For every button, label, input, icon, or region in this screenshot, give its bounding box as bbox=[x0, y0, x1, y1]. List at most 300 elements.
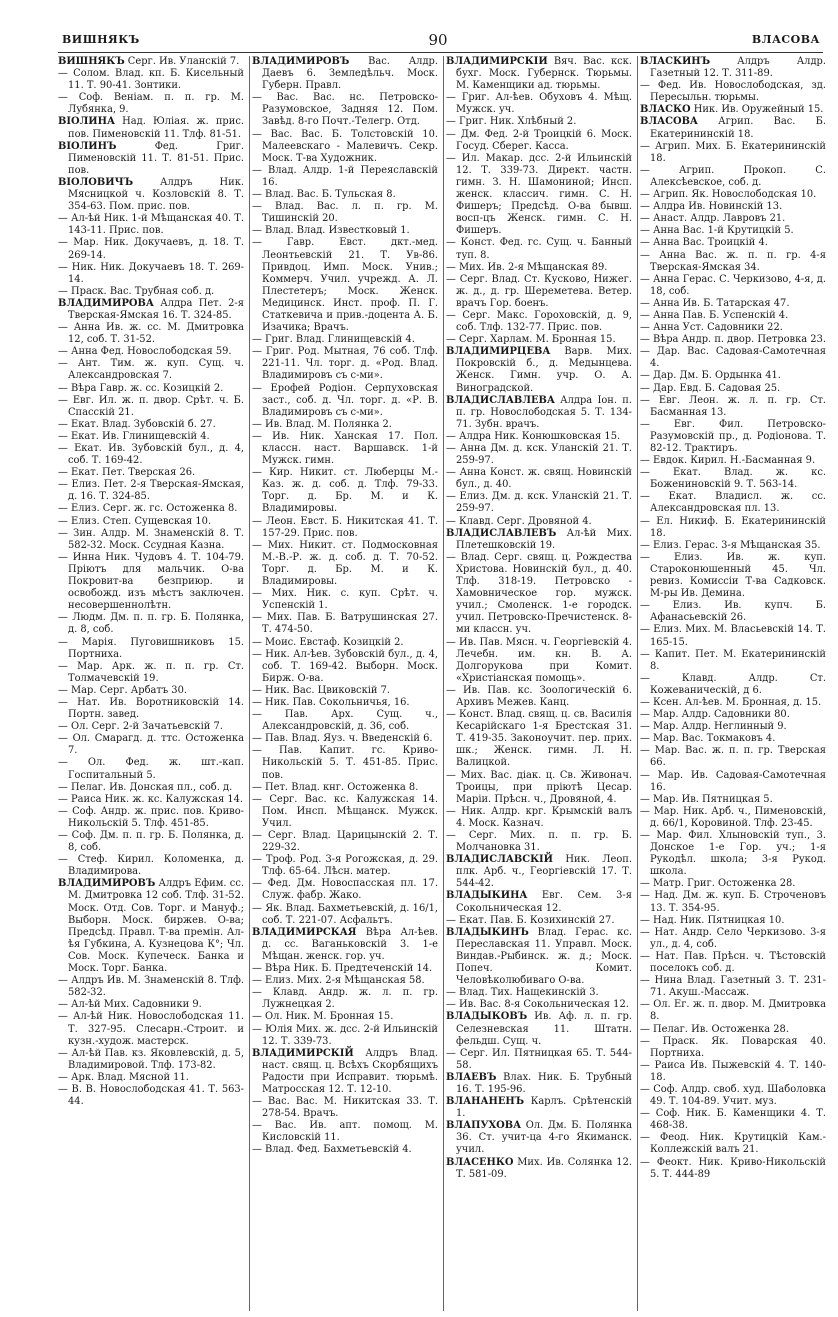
directory-columns bbox=[58, 56, 828, 1311]
entry-text: — Серг. Мих. п. п. гр. Б. Молчановка 31. bbox=[446, 830, 632, 854]
entry-text: — Мар. Серг. Арбатъ 30. bbox=[58, 684, 188, 696]
directory-entry bbox=[252, 903, 438, 927]
directory-entry bbox=[640, 1024, 826, 1036]
directory-entry bbox=[446, 770, 632, 806]
directory-entry bbox=[58, 612, 244, 636]
entry-text: — Мих. Вас. діак. ц. Св. Живонач. Троицы, при пріютѣ Цесар. Маріи. Прѣсн. ч., Дровяной, 4. bbox=[446, 769, 632, 805]
directory-entry bbox=[58, 1072, 244, 1084]
entry-text: — Людм. Дм. п. п. гр. Б. Полянка, д. 8, соб. bbox=[58, 612, 244, 636]
directory-entry bbox=[58, 757, 244, 781]
entry-text: — Леон. Евст. Б. Никитская 41. Т. 157-29. Прис. пов. bbox=[252, 515, 438, 539]
entry-text: — Серг. Ил. Пятницкая 65. Т. 544-58. bbox=[446, 1047, 632, 1071]
directory-entry bbox=[252, 165, 438, 189]
entry-text: — Анна Конст. ж. свящ. Новинскій бул., д. 40. bbox=[446, 467, 632, 491]
entry-text: — Алдръ Ив. М. Знаменскій 8. Тлф. 582-32. bbox=[58, 975, 244, 999]
entry-text: — Григ. Ал-ѣев. Обуховъ 4. Мѣщ. Мужск. уч. bbox=[446, 92, 632, 116]
directory-entry bbox=[640, 770, 826, 794]
entry-text: — Мих. Ив. 2-я Мѣщанская 89. bbox=[446, 261, 608, 273]
directory-entry bbox=[58, 213, 244, 237]
directory-entry bbox=[58, 854, 244, 878]
directory-entry bbox=[58, 383, 244, 395]
entry-text: — Екат. Влад. Зубовскій б. 27. bbox=[58, 418, 216, 430]
directory-entry bbox=[252, 782, 438, 794]
directory-entry bbox=[446, 129, 632, 153]
entry-text: Влах. Ник. Б. Трубный 16. Т. 195-96. bbox=[456, 1071, 632, 1095]
directory-entry bbox=[252, 685, 438, 697]
directory-entry bbox=[252, 1144, 438, 1156]
entry-text: — Агрип. Прокоп. С. Алексѣевское, соб. д. bbox=[640, 164, 826, 188]
directory-entry bbox=[640, 201, 826, 213]
directory-entry bbox=[58, 467, 244, 479]
directory-entry bbox=[252, 1096, 438, 1120]
entry-text: — Матр. Григ. Остоженка 28. bbox=[640, 878, 796, 890]
entry-text: — Дм. Фед. 2-й Троицкій 6. Моск. Госуд. Сберег. Касса. bbox=[446, 128, 632, 152]
entry-text: — Солом. Влад. кп. Б. Кисельный 11. Т. 90-41. Зонтики. bbox=[58, 68, 244, 92]
directory-entry bbox=[252, 189, 438, 201]
directory-entry bbox=[58, 733, 244, 757]
directory-entry bbox=[446, 927, 632, 987]
directory-entry bbox=[640, 1036, 826, 1060]
directory-entry bbox=[252, 649, 438, 685]
directory-entry bbox=[252, 1120, 438, 1144]
entry-text: — Анна Фед. Новослободская 59. bbox=[58, 346, 232, 358]
entry-text: — Ол. Фед. ж. шт.-кап. Госпитальный 5. bbox=[58, 757, 244, 781]
directory-entry bbox=[640, 516, 826, 540]
entry-text: — Праск. Як. Поварская 40. Портниха. bbox=[640, 1035, 826, 1059]
directory-entry bbox=[58, 286, 244, 298]
entry-text: — Мар. Алдр. Неглинный 9. bbox=[640, 721, 787, 733]
entry-text: — Вас. Ив. апт. помощ. М. Кисловскій 11. bbox=[252, 1120, 438, 1144]
entry-text: Ив. Аф. л. п. гр. Селезневская 11. Штатн. фельдш. Сущ. ч. bbox=[456, 1011, 632, 1047]
entry-text: — Нат. Ив. Воротниковскій 14. Портн. завед. bbox=[58, 696, 244, 721]
entry-text: — Ив. Влад. М. Полянка 2. bbox=[252, 418, 392, 430]
entry-text: Фед. Григ. Пименовскій 11. Т. 81-51. Прис. пов. bbox=[68, 140, 244, 176]
directory-entry bbox=[446, 1157, 632, 1181]
directory-entry bbox=[446, 1011, 632, 1047]
entry-surname: ВІОЛИНЪ bbox=[58, 140, 117, 152]
entry-text: — Нина Влад. Газетный 3. Т. 231-71. Акуш.-Массаж. bbox=[640, 975, 826, 999]
directory-entry bbox=[58, 177, 244, 213]
entry-surname: ВЛАДИСЛАВСКІЙ bbox=[446, 854, 554, 866]
entry-text: — Вѣра Ник. Б. Предтеченскій 14. bbox=[252, 963, 433, 975]
entry-surname: ВЛАСЕНКО bbox=[446, 1156, 514, 1168]
entry-text: — Инна Ник. Чудовъ 4. Т. 104-79. Пріютъ для мальчик. О-ва Покровит-ва безприюр. и освобожд. изъ мѣстъ заключен. несовершеннолѣтн. bbox=[58, 551, 244, 612]
entry-text: — Ант. Тим. ж. куп. Сущ. ч. Александровская 7. bbox=[58, 358, 244, 382]
entry-text: — Екат. Пав. Б. Козихинскій 27. bbox=[446, 914, 615, 926]
directory-entry bbox=[446, 346, 632, 394]
entry-surname: ВЛАДИМИРОВЪ bbox=[58, 878, 156, 890]
directory-entry bbox=[252, 419, 438, 431]
entry-surname: ВЛАНАНЕНЪ bbox=[446, 1096, 525, 1108]
entry-text: — Ол. Смарагд. д. ттс. Остоженка 7. bbox=[58, 733, 244, 757]
entry-text: — Вас. Вас. Б. Толстовскій 10. Малеевскаго - Малевичъ. Секр. Моск. Т-ва Художник. bbox=[252, 128, 438, 164]
directory-entry bbox=[446, 637, 632, 685]
entry-text: — Влад. Вас. Б. Тульская 8. bbox=[252, 189, 396, 201]
directory-entry bbox=[252, 612, 438, 636]
entry-text: — Раиса Ив. Пыжевскій 4. Т. 140-18. bbox=[640, 1059, 826, 1083]
entry-text: — Ел. Никиф. Б. Екатерининскій 18. bbox=[640, 515, 826, 539]
directory-entry bbox=[446, 854, 632, 890]
entry-surname: ВЛАДЫКОВЪ bbox=[446, 1011, 528, 1023]
entry-text: — Елиз. Ив. ж. куп. Староконюшенный 45. Чл. ревиз. Комиссіи Т-ва Садковск. М-ры Ив. Демина. bbox=[640, 551, 826, 600]
running-head-left: ВИШНЯКЪ bbox=[62, 33, 140, 46]
entry-text: — Ол. Ег. ж. п. двор. М. Дмитровка 8. bbox=[640, 999, 826, 1023]
directory-entry bbox=[640, 213, 826, 225]
directory-entry bbox=[640, 322, 826, 334]
directory-entry bbox=[58, 262, 244, 286]
entry-text: — Мих. Пав. Б. Ватрушинская 27. Т. 474-50. bbox=[252, 612, 438, 636]
entry-text: — Соф. Веніам. п. п. гр. М. Лубянка, 9. bbox=[58, 92, 244, 116]
directory-entry bbox=[446, 528, 632, 552]
entry-text: — Дар. Вас. Садовая-Самотечная 4. bbox=[640, 346, 826, 370]
directory-entry bbox=[640, 189, 826, 201]
entry-text: — Дар. Дм. Б. Ордынка 41. bbox=[640, 370, 781, 382]
directory-entry bbox=[640, 1060, 826, 1084]
directory-entry bbox=[446, 491, 632, 515]
directory-entry bbox=[58, 141, 244, 177]
entry-text: — Як. Влад. Бахметьевскій, д. 16/1, соб. Т. 221-07. Асфальтъ. bbox=[252, 902, 438, 926]
directory-entry bbox=[640, 951, 826, 975]
directory-entry bbox=[640, 624, 826, 648]
directory-entry bbox=[446, 431, 632, 443]
entry-surname: ВЛАДИМИРСКАЯ bbox=[252, 926, 357, 938]
entry-text: Алдръ Ник. Мясницкой ч. Козловскій 8. Т. 354-63. Пом. прис. пов. bbox=[68, 176, 244, 213]
directory-entry bbox=[446, 806, 632, 830]
directory-entry bbox=[446, 116, 632, 128]
entry-text: — Екат. Владисл. ж. сс. Александровская пл. 13. bbox=[640, 491, 826, 515]
directory-entry bbox=[640, 80, 826, 104]
entry-text: — Влад. Фед. Бахметьевскій 4. bbox=[252, 1144, 412, 1156]
entry-text: — Евг. Леон. ж. л. п. гр. Ст. Басманная 13. bbox=[640, 394, 826, 418]
directory-entry bbox=[640, 975, 826, 999]
entry-text: — Ник. Ал-ѣев. Зубовскій бул., д. 4, соб. Т. 169-42. Выборн. Моск. Бирж. О-ва. bbox=[252, 648, 438, 684]
directory-entry bbox=[640, 540, 826, 552]
entry-text: — Конст. Влад. свящ. ц. св. Василія Кесарійскаго 1-я Брестская 31. Т. 419-35. Законоучит. пер. прих. шк.; Женск. гимн. Л. Н. Валицкой. bbox=[446, 709, 632, 769]
entry-text: — Григ. Ник. Хлѣбный 2. bbox=[446, 116, 577, 128]
directory-entry bbox=[446, 987, 632, 999]
entry-text: — В. В. Новослободская 41. Т. 563-44. bbox=[58, 1083, 244, 1108]
entry-text: — Григ. Влад. Глинищевскій 4. bbox=[252, 334, 415, 346]
entry-text: — Алдра Ив. Новинскій 13. bbox=[640, 201, 783, 213]
directory-entry bbox=[252, 237, 438, 334]
entry-text: Вас. Алдр. Даевъ 6. Земледѣльч. Моск. Губерн. Правл. bbox=[262, 56, 438, 92]
entry-text: — Вѣра Гавр. ж. сс. Козицкій 2. bbox=[58, 382, 224, 394]
directory-entry bbox=[640, 225, 826, 237]
directory-entry bbox=[446, 552, 632, 637]
entry-text: — Соф. Алдр. своб. худ. Шаболовка 49. Т. 104-89. Учит. муз. bbox=[640, 1083, 826, 1108]
entry-surname: ВЛАДЫКИНЪ bbox=[446, 926, 529, 938]
entry-text: — Влад. Тих. Нащекинскій 3. bbox=[446, 987, 599, 999]
directory-entry bbox=[640, 334, 826, 346]
directory-entry bbox=[252, 201, 438, 225]
directory-entry bbox=[640, 999, 826, 1023]
directory-entry bbox=[640, 552, 826, 600]
entry-text: — Агрип. Мих. Б. Екатерининскій 18. bbox=[640, 140, 826, 164]
directory-entry bbox=[252, 927, 438, 963]
entry-text: — Анна Пав. Б. Успенскій 4. bbox=[640, 309, 789, 321]
entry-text: Карлъ. Срѣтенскій 1. bbox=[456, 1096, 632, 1120]
directory-entry bbox=[640, 491, 826, 515]
directory-entry bbox=[446, 1072, 632, 1096]
entry-text: — Нат. Пав. Прѣсн. ч. Тѣстовскій поселокъ соб. д. bbox=[640, 950, 826, 975]
entry-surname: ВЛАЕВЪ bbox=[446, 1071, 497, 1083]
entry-text: — Соф. Дм. п. п. гр. Б. Полянка, д. 8, соб. bbox=[58, 830, 244, 854]
directory-entry bbox=[446, 153, 632, 238]
entry-surname: ВЛАДЫКИНА bbox=[446, 890, 528, 902]
entry-text: — Нат. Андр. Село Черкизово. 3-я ул., д. 4, соб. bbox=[640, 926, 826, 950]
directory-entry bbox=[58, 975, 244, 999]
directory-entry bbox=[640, 104, 826, 116]
entry-text: Ол. Дм. Б. Полянка 36. Ст. учит-ца 4-го Якиманск. учил. bbox=[456, 1120, 632, 1156]
entry-text: — Ник. Вас. Цвиковскій 7. bbox=[252, 684, 391, 696]
directory-entry bbox=[252, 1011, 438, 1023]
directory-entry bbox=[252, 467, 438, 515]
entry-text: — Фед. Дм. Новоспасская пл. 17. Служ. фабр. Жако. bbox=[252, 878, 438, 902]
directory-entry bbox=[252, 854, 438, 878]
directory-entry bbox=[252, 878, 438, 902]
directory-entry bbox=[640, 116, 826, 140]
directory-entry bbox=[446, 274, 632, 310]
directory-entry bbox=[58, 395, 244, 419]
entry-text: Влад. Герас. кс. Переславская 11. Управл. Моск. Виндав.-Рыбинск. ж. д.; Моск. Попеч. Комит. Человѣколюбиваго О-ва. bbox=[456, 926, 632, 987]
entry-text: — Пет. Влад. кнг. Остоженка 8. bbox=[252, 781, 419, 793]
entry-text: — Ол. Ник. М. Бронная 15. bbox=[252, 1011, 394, 1023]
column-4 bbox=[640, 56, 826, 1311]
entry-text: — Анна Уст. Садовники 22. bbox=[640, 322, 783, 334]
page-number: 90 bbox=[428, 31, 448, 49]
entry-text: — Ал-ѣй Ник. 1-й Мѣщанская 40. Т. 143-11. Прис. пов. bbox=[58, 213, 244, 237]
entry-text: Евг. Сем. 3-я Сокольническая 12. bbox=[456, 890, 632, 914]
directory-entry bbox=[252, 516, 438, 540]
directory-entry bbox=[252, 346, 438, 382]
entry-text: — Ив. Пав. Мясн. ч. Георгіевскій 4. Лечебн. им. кн. В. А. Долгорукова при Комит. «Христіанская помощь». bbox=[446, 636, 632, 684]
entry-text: — Ил. Макар. дсс. 2-й Ильинскій 12. Т. 339-73. Директ. частн. гимн. З. Н. Шамониной; Инсп. женск. классич. гимн. С. Н. Фишеръ; Предсѣд. О-ва бывш. восп-цъ Женск. гимн. С. Н. Фишеръ. bbox=[446, 152, 632, 237]
running-head-right: ВЛАСОВА bbox=[751, 33, 820, 46]
directory-entry bbox=[58, 552, 244, 612]
entry-surname: ВІОЛИНА bbox=[58, 116, 116, 128]
directory-entry bbox=[640, 346, 826, 370]
directory-entry bbox=[446, 395, 632, 431]
entry-text: — Капит. Пет. М. Екатерининскій 8. bbox=[640, 648, 826, 672]
directory-entry bbox=[446, 92, 632, 116]
entry-text: Вѣра Ал-ѣев. д. сс. Ваганьковскій 3. 1-е Мѣщан. женск. гор. уч. bbox=[262, 926, 438, 962]
directory-entry bbox=[58, 358, 244, 382]
entry-text: — Раиса Ник. ж. кс. Калужская 14. bbox=[58, 793, 244, 805]
entry-text: — Дар. Евд. Б. Садовая 25. bbox=[640, 382, 781, 394]
directory-entry bbox=[58, 1048, 244, 1072]
directory-entry bbox=[640, 1108, 826, 1132]
entry-text: — Ал-ѣй Пав. кз. Яковлевскій, д. 5, Владимировой. Тлф. 173-82. bbox=[58, 1047, 244, 1071]
entry-text: — Екат. Ив. Глинищевскій 4. bbox=[58, 430, 210, 442]
entry-text: — Анаст. Алдр. Лавровъ 21. bbox=[640, 213, 786, 225]
directory-entry bbox=[58, 999, 244, 1011]
entry-text: — Мих. Никит. ст. Подмосковная М.-В.-Р. ж. д. соб. д. Т. 70-52. Торг. д. Бр. М. и К. Владимировы. bbox=[252, 539, 438, 588]
directory-entry bbox=[252, 697, 438, 709]
directory-entry bbox=[58, 346, 244, 358]
directory-entry bbox=[446, 262, 632, 274]
directory-entry bbox=[58, 298, 244, 322]
directory-entry bbox=[58, 878, 244, 975]
directory-entry bbox=[58, 237, 244, 261]
entry-text: — Вѣра Андр. п. двор. Петровка 23. bbox=[640, 334, 826, 346]
entry-text: — Серг. Макс. Гороховскій, д. 9, соб. Тлф. 132-77. Прис. пов. bbox=[446, 309, 632, 334]
entry-surname: ВЛАДИМИРОВЪ bbox=[252, 56, 350, 67]
directory-entry bbox=[446, 56, 632, 92]
entry-text: — Ив. Вас. 8-я Сокольническая 12. bbox=[446, 999, 629, 1011]
entry-text: — Над. Дм. ж. куп. Б. Строченовъ 13. Т. 354-95. bbox=[640, 890, 826, 914]
entry-text: — Мар. Ник. Арб. ч., Пименовскій, д. 66/1, Коровиной. Тлф. 23-45. bbox=[640, 805, 826, 829]
directory-entry bbox=[252, 383, 438, 419]
directory-entry bbox=[252, 794, 438, 830]
entry-text: — Соф. Ник. Б. Каменщики 4. Т. 468-38. bbox=[640, 1108, 826, 1132]
entry-text: Мих. Ив. Солянка 12. Т. 581-09. bbox=[456, 1156, 632, 1180]
directory-entry bbox=[252, 56, 438, 92]
entry-text: — Пав. Капит. гс. Криво-Никольскій 5. Т. 451-85. Прис. пов. bbox=[252, 745, 438, 781]
directory-entry bbox=[252, 431, 438, 467]
entry-text: — Серг. Вас. кс. Калужская 14. Пом. Инсп. Мѣщанск. Мужск. Учил. bbox=[252, 793, 438, 829]
entry-text: — Ник. Ник. Докучаевъ 18. Т. 269-14. bbox=[58, 261, 244, 285]
directory-entry bbox=[640, 830, 826, 878]
directory-entry bbox=[58, 782, 244, 794]
entry-text: — Пелаг. Ив. Донская пл., соб. д. bbox=[58, 781, 233, 793]
entry-text: — Анна Герас. С. Черкизово, 4-я, д. 18, соб. bbox=[640, 273, 826, 297]
entry-text: — Евдок. Кирил. Н.-Басманная 9. bbox=[640, 455, 816, 467]
entry-text: — Мар. Ив. Садовая-Самотечная 16. bbox=[640, 769, 826, 793]
directory-entry bbox=[640, 806, 826, 830]
directory-entry bbox=[640, 419, 826, 455]
entry-text: — Елиз. Пет. 2-я Тверская-Ямская, д. 16. Т. 324-85. bbox=[58, 479, 244, 503]
directory-entry bbox=[446, 237, 632, 261]
directory-entry bbox=[640, 673, 826, 697]
entry-text: — Вас. Вас. нс. Петровско-Разумовское, Задняя 12. Пом. Завѣд. 8-го Почт.-Телегр. Отд. bbox=[252, 92, 438, 128]
directory-entry bbox=[58, 419, 244, 431]
entry-text: — Елиз. Мих. 2-я Мѣщанская 58. bbox=[252, 975, 425, 987]
directory-entry bbox=[58, 431, 244, 443]
directory-entry bbox=[446, 709, 632, 769]
directory-entry bbox=[252, 733, 438, 745]
entry-text: — Мар. Ив. Пятницкая 5. bbox=[640, 793, 773, 805]
entry-surname: ВЛАПУХОВА bbox=[446, 1120, 522, 1132]
directory-entry bbox=[58, 92, 244, 116]
directory-entry bbox=[640, 649, 826, 673]
directory-entry bbox=[58, 830, 244, 854]
directory-entry bbox=[640, 709, 826, 721]
directory-entry bbox=[58, 503, 244, 515]
directory-entry bbox=[58, 1011, 244, 1047]
column-2 bbox=[252, 56, 438, 1311]
directory-entry bbox=[640, 600, 826, 624]
entry-text: — Соф. Андр. ж. прис. пов. Криво-Никольскій 5. Тлф. 451-85. bbox=[58, 805, 244, 829]
directory-entry bbox=[252, 963, 438, 975]
header-rule bbox=[58, 52, 823, 53]
entry-text: — Серг. Влад. Царицынскій 2. Т. 229-32. bbox=[252, 830, 438, 854]
entry-text: — Праск. Вас. Трубная соб. д. bbox=[58, 285, 215, 297]
directory-entry bbox=[640, 745, 826, 769]
entry-text: — Ал-ѣй Ник. Новослободская 11. Т. 327-95. Слесарн.-Строит. и кузн.-худож. мастерск. bbox=[58, 1011, 244, 1047]
directory-entry bbox=[640, 383, 826, 395]
entry-text: — Анна Вас. ж. п. п. гр. 4-я Тверская-Ямская 34. bbox=[640, 249, 826, 273]
entry-text: — Троф. Род. 3-я Рогожская, д. 29. Тлф. 65-64. Лѣсн. матер. bbox=[252, 854, 438, 878]
entry-text: Алдръ Алдр. Газетный 12. Т. 311-89. bbox=[650, 56, 826, 80]
entry-text: — Анна Ив. Б. Татарская 47. bbox=[640, 297, 790, 309]
entry-text: — Екат. Пет. Тверская 26. bbox=[58, 467, 196, 479]
column-3 bbox=[446, 56, 632, 1311]
directory-entry bbox=[58, 806, 244, 830]
directory-entry bbox=[252, 745, 438, 781]
directory-entry bbox=[640, 721, 826, 733]
entry-text: — Елиз. Герас. 3-я Мѣщанская 35. bbox=[640, 539, 821, 551]
entry-text: — Ксен. Ал-ѣев. М. Бронная, д. 15. bbox=[640, 696, 822, 708]
entry-text: — Елиз. Ив. купч. Б. Афанасьевскій 26. bbox=[640, 600, 826, 624]
entry-text: — Клавд. Серг. Дровяной 4. bbox=[446, 515, 592, 527]
directory-entry bbox=[58, 697, 244, 721]
entry-text: — Конст. Фед. гс. Сущ. ч. Банный туп. 8. bbox=[446, 237, 632, 261]
directory-entry bbox=[58, 1084, 244, 1108]
directory-entry bbox=[446, 890, 632, 914]
directory-entry bbox=[640, 165, 826, 189]
entry-text: — Стеф. Кирил. Коломенка, д. Владимирова. bbox=[58, 854, 244, 878]
entry-text: — Мар. Вас. Токмаковъ 4. bbox=[640, 733, 776, 745]
entry-text: — Влад. Влад. Известковый 1. bbox=[252, 225, 410, 237]
directory-entry bbox=[640, 370, 826, 382]
entry-text: Ник. Леоп. плк. Арб. ч., Георгіевскій 17. Т. 544-42. bbox=[456, 854, 632, 890]
entry-text: — Елиз. Дм. д. кск. Уланскій 21. Т. 259-97. bbox=[446, 491, 632, 515]
entry-text: — Анна Вас. Троицкій 4. bbox=[640, 237, 768, 249]
directory-entry bbox=[252, 92, 438, 128]
directory-entry bbox=[58, 443, 244, 467]
entry-text: Алдръ Ефим. сс. М. Дмитровка 12 соб. Тлф. 31-52. Моск. Отд. Сов. Торг. и Мануф.; Выборн. Моск. биржев. О-ва; Предсѣд. Правл. Т-ва премін. Ал-ѣя Губкина, А. Кузнецова К°; Чл. Сов. Моск. Купеческ. Банка и Моск. Торг. Банка. bbox=[68, 878, 244, 975]
directory-entry bbox=[58, 721, 244, 733]
directory-entry bbox=[446, 830, 632, 854]
directory-entry bbox=[446, 516, 632, 528]
entry-text: — Пелаг. Ив. Остоженка 28. bbox=[640, 1023, 789, 1035]
entry-text: — Елиз. Степ. Сущевская 10. bbox=[58, 515, 212, 527]
directory-entry bbox=[640, 467, 826, 491]
page-header bbox=[0, 0, 838, 49]
directory-entry bbox=[640, 697, 826, 709]
entry-surname: ВЛАДИМИРСКІЙ bbox=[252, 1047, 354, 1059]
entry-text: — Ив. Пав. кс. Зоологическій 6. Архивъ Межев. Канц. bbox=[446, 684, 632, 708]
directory-entry bbox=[252, 975, 438, 987]
directory-entry bbox=[252, 334, 438, 346]
entry-text: — Евг. Ил. ж. п. двор. Срѣт. ч. Б. Спасскій 21. bbox=[58, 394, 244, 418]
directory-entry bbox=[446, 1048, 632, 1072]
directory-entry bbox=[640, 890, 826, 914]
entry-surname: ВЛАСКО bbox=[640, 104, 691, 116]
entry-surname: ВЛАСОВА bbox=[640, 116, 698, 128]
entry-text: — Анна Дм. д. кск. Уланскій 21. Т. 259-97. bbox=[446, 443, 632, 467]
entry-text: — Вас. Вас. М. Никитская 33. Т. 278-54. Врачъ. bbox=[252, 1096, 438, 1120]
directory-entry bbox=[446, 999, 632, 1011]
directory-entry bbox=[640, 237, 826, 249]
entry-text: — Анна Вас. 1-й Крутицкій 5. bbox=[640, 225, 794, 237]
entry-text: — Ив. Ник. Ханская 17. Пол. классн. наст. Варшавск. 1-й Мужск. гимн. bbox=[252, 430, 438, 467]
directory-entry bbox=[446, 467, 632, 491]
directory-entry bbox=[58, 56, 244, 68]
directory-entry bbox=[252, 1024, 438, 1048]
entry-text: — Ник. Алдр. крг. Крымскій валъ 4. Моск. Казнач. bbox=[446, 805, 632, 829]
entry-text: — Мар. Фил. Хлыновскій туп., 3. Донское 1-е Гор. уч.; 1-я Рукодѣл. школа; 3-я Рукод. школа. bbox=[640, 830, 826, 878]
directory-entry bbox=[640, 250, 826, 274]
directory-entry bbox=[446, 334, 632, 346]
directory-entry bbox=[252, 709, 438, 733]
entry-text: — Феод. Ник. Крутицкій Кам.-Коллежскій валъ 21. bbox=[640, 1132, 826, 1156]
directory-entry bbox=[252, 830, 438, 854]
entry-text: Над. Юліая. ж. прис. пов. Пименовскій 11. Тлф. 81-51. bbox=[68, 116, 244, 140]
entry-text: — Моис. Евстаф. Козицкій 2. bbox=[252, 636, 404, 648]
directory-entry bbox=[640, 794, 826, 806]
entry-text: — Елиз. Серг. ж. гс. Остоженка 8. bbox=[58, 503, 238, 515]
